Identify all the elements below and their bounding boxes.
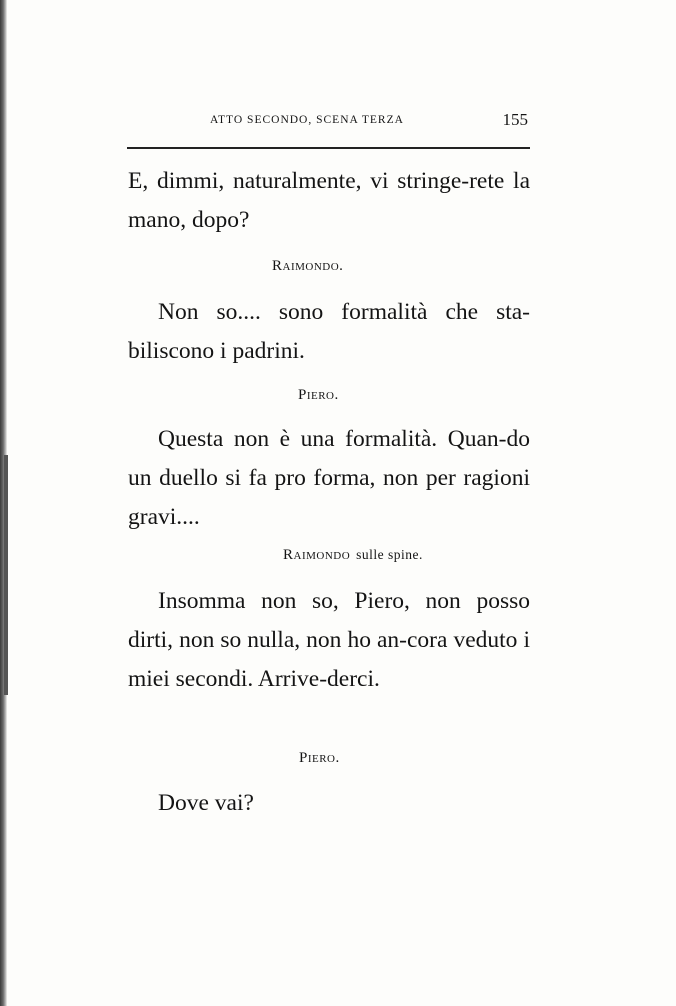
speaker-raimondo-1: Raimondo. xyxy=(272,258,344,274)
paragraph-2: Non so.... sono formalità che sta-biliscono i padrini. xyxy=(128,299,530,364)
paragraph-4: Insomma non so, Piero, non posso dirti, non so nulla, non ho an-cora veduto i miei secondi. Arrive-derci. xyxy=(128,588,530,692)
speaker-raimondo-2 xyxy=(283,547,423,564)
paragraph-1: E, dimmi, naturalmente, vi stringe-rete la mano, dopo? xyxy=(128,168,530,233)
paragraph-5: Dove vai? xyxy=(158,790,254,816)
running-head: ATTO SECONDO, SCENA TERZA xyxy=(210,114,404,126)
page-header xyxy=(210,110,530,132)
spine-shadow xyxy=(4,455,8,695)
stage-direction: sulle spine. xyxy=(356,547,423,562)
speaker-name: Raimondo xyxy=(283,547,351,563)
header-rule xyxy=(127,147,530,149)
speaker-piero-2: Piero. xyxy=(299,750,340,766)
speaker-piero-1: Piero. xyxy=(298,387,339,403)
paragraph-3: Questa non è una formalità. Quan-do un duello si fa pro forma, non per ragioni gravi.... xyxy=(128,426,530,530)
page-number: 155 xyxy=(502,110,528,129)
